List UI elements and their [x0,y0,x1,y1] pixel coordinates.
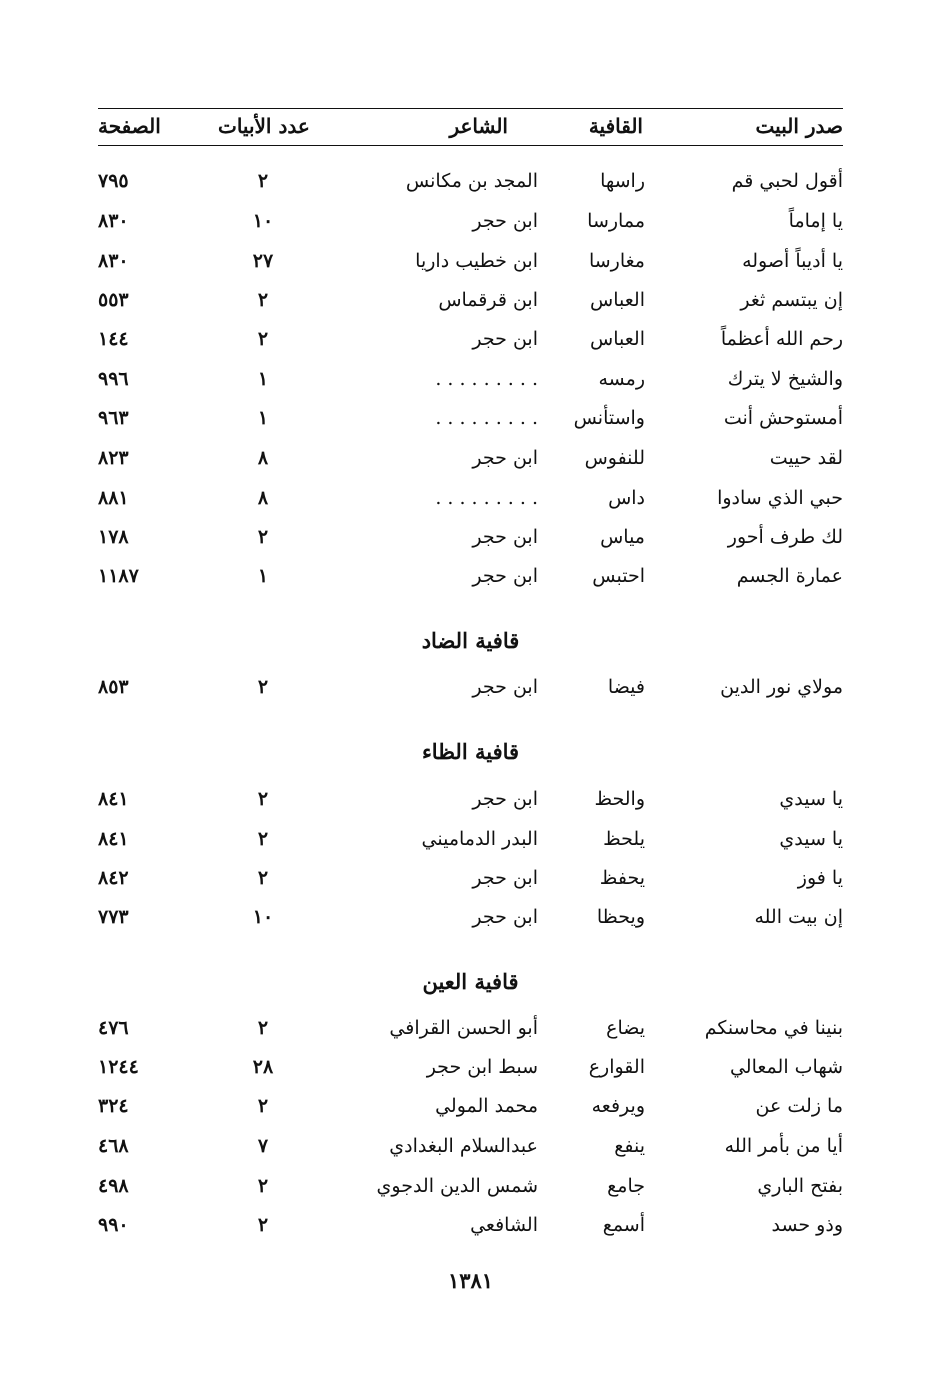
qafiya-cell: ممارسا [587,210,645,232]
poet-cell: ابن حجر [472,906,538,928]
table-row [98,1135,843,1169]
page-cell: ٩٩٠ [98,1214,129,1236]
count-cell: ٢ [257,170,269,192]
poet-cell: عبدالسلام البغدادي [389,1135,538,1157]
sadr-cell: إن يبتسم ثغر [740,289,843,311]
page-cell: ٨٣٠ [98,210,129,232]
sadr-cell: بفتح الباري [757,1175,843,1197]
page-cell: ١١٨٧ [98,565,139,587]
table-row [98,526,843,560]
count-cell: ٢ [257,1175,269,1197]
qafiya-cell: ويحظا [596,906,645,928]
page-cell: ٨٣٠ [98,250,129,272]
page-cell: ٣٢٤ [98,1095,129,1117]
poet-cell: ابن خطيب داريا [415,250,538,272]
table-row [98,1017,843,1051]
count-cell: ١٠ [252,210,274,232]
page-cell: ٩٩٦ [98,368,129,390]
header-poet: الشاعر [449,114,508,138]
qafiya-cell: راسها [600,170,645,192]
page-cell: ٩٦٣ [98,407,129,429]
page-number: ١٣٨١ [447,1268,494,1293]
sadr-cell: لقد حييت [769,447,843,469]
poet-cell: . . . . . . . . . [435,407,538,429]
count-cell: ٢ [257,328,269,350]
qafiya-cell: ينفع [614,1135,645,1157]
sadr-cell: وذو حسد [771,1214,843,1236]
count-cell: ١ [257,407,269,429]
section-heading-ayn: قافية العين [422,969,519,994]
page-cell: ٨٤١ [98,828,129,850]
poet-cell: محمد المولي [435,1095,538,1117]
poet-cell: . . . . . . . . . [435,487,538,509]
qafiya-cell: يلحظ [603,828,645,850]
table-row [98,487,843,521]
page-cell: ٨٢٣ [98,447,129,469]
header-count: عدد الأبيات [218,114,310,138]
sadr-cell: رحم الله أعظماً [720,328,843,350]
poet-cell: المجد بن مكانس [405,170,538,192]
count-cell: ٨ [257,487,269,509]
sadr-cell: يا إماماً [788,210,843,232]
poet-cell: الشافعي [470,1214,538,1236]
count-cell: ٧ [257,1135,269,1157]
qafiya-cell: يضاع [606,1017,645,1039]
table-row [98,289,843,323]
page-cell: ٧٩٥ [98,170,129,192]
sadr-cell: أقول لحبي قم [731,170,843,192]
page-cell: ٤٧٦ [98,1017,129,1039]
count-cell: ١ [257,368,269,390]
count-cell: ٢ [257,1017,269,1039]
count-cell: ١٠ [252,906,274,928]
section-heading-dad: قافية الضاد [421,628,520,653]
count-cell: ٢ [257,1095,269,1117]
qafiya-cell: العباس [590,328,645,350]
table-row [98,676,843,710]
poet-cell: ابن حجر [472,676,538,698]
page-cell: ٤٦٨ [98,1135,129,1157]
qafiya-cell: فيضا [607,676,645,698]
table-row [98,250,843,284]
count-cell: ٢ [257,526,269,548]
table-row [98,828,843,862]
count-cell: ٢ [257,1214,269,1236]
count-cell: ٨ [257,447,269,469]
poet-cell: ابن حجر [472,526,538,548]
sadr-cell: أمستوحش أنت [723,407,843,429]
sadr-cell: بنينا في محاسنكم [704,1017,843,1039]
qafiya-cell: يحفظ [599,867,645,889]
sadr-cell: والشيخ لا يترك [727,368,843,390]
qafiya-cell: رمسه [598,368,645,390]
poet-cell: ابن حجر [472,867,538,889]
table-row [98,447,843,481]
page-cell: ١٤٤ [98,328,129,350]
count-cell: ٢ [257,289,269,311]
page-cell: ١٧٨ [98,526,129,548]
page-cell: ٧٧٣ [98,906,129,928]
table-row [98,565,843,599]
qafiya-cell: للنفوس [584,447,645,469]
qafiya-cell: والحظ [594,788,645,810]
table-row [98,210,843,244]
table-row [98,328,843,362]
count-cell: ٢٧ [252,250,274,272]
count-cell: ٢ [257,788,269,810]
table-row [98,1175,843,1209]
sadr-cell: لك طرف أحور [727,526,843,548]
qafiya-cell: جامع [607,1175,645,1197]
sadr-cell: حبي الذي سادوا [717,487,843,509]
header-sadr: صدر البيت [755,114,843,138]
page-cell: ٤٩٨ [98,1175,129,1197]
sadr-cell: أيا من بأمر الله [724,1135,843,1157]
qafiya-cell: مياس [600,526,645,548]
sadr-cell: شهاب المعالي [729,1056,843,1078]
sadr-cell: يا أديباً أصوله [742,250,843,272]
qafiya-cell: أسمع [602,1214,645,1236]
poet-cell: ابن حجر [472,788,538,810]
table-row [98,867,843,901]
sadr-cell: مولاي نور الدين [720,676,843,698]
page-cell: ٨٤٢ [98,867,129,889]
table-row [98,407,843,441]
sadr-cell: ما زلت عن [755,1095,843,1117]
count-cell: ٢٨ [252,1056,274,1078]
table-row [98,1095,843,1129]
sadr-cell: يا سيدي [779,788,843,810]
table-header [98,108,843,146]
table-row [98,1214,843,1248]
table-row [98,788,843,822]
poet-cell: ابن قرقماس [438,289,538,311]
qafiya-cell: ويرفعه [591,1095,645,1117]
page-cell: ١٢٤٤ [98,1056,139,1078]
qafiya-cell: واستأنس [573,407,645,429]
header-qafiya: القافية [588,114,643,138]
page-cell: ٨٥٣ [98,676,129,698]
count-cell: ٢ [257,676,269,698]
poet-cell: . . . . . . . . . [435,368,538,390]
table-row [98,368,843,402]
poet-cell: شمس الدين الدجوي [376,1175,538,1197]
sadr-cell: عمارة الجسم [736,565,843,587]
poet-cell: ابن حجر [472,210,538,232]
count-cell: ٢ [257,828,269,850]
poet-cell: ابن حجر [472,447,538,469]
sadr-cell: يا فوز [797,867,843,889]
poet-cell: سبط ابن حجر [426,1056,538,1078]
poet-cell: ابن حجر [472,565,538,587]
table-row [98,170,843,204]
page-cell: ٨٨١ [98,487,129,509]
sadr-cell: إن بيت الله [754,906,843,928]
sadr-cell: يا سيدي [779,828,843,850]
table-row [98,906,843,940]
page-cell: ٥٥٣ [98,289,129,311]
poet-cell: أبو الحسن القرافي [389,1017,538,1039]
qafiya-cell: احتبس [592,565,645,587]
poet-cell: البدر الدماميني [421,828,538,850]
count-cell: ١ [257,565,269,587]
qafiya-cell: العباس [590,289,645,311]
qafiya-cell: القوارع [588,1056,645,1078]
page-cell: ٨٤١ [98,788,129,810]
section-heading-zaa: قافية الظاء [421,739,520,764]
count-cell: ٢ [257,867,269,889]
qafiya-cell: مغارسا [588,250,645,272]
header-page: الصفحة [98,114,161,138]
poet-cell: ابن حجر [472,328,538,350]
table-row [98,1056,843,1090]
qafiya-cell: داس [608,487,645,509]
